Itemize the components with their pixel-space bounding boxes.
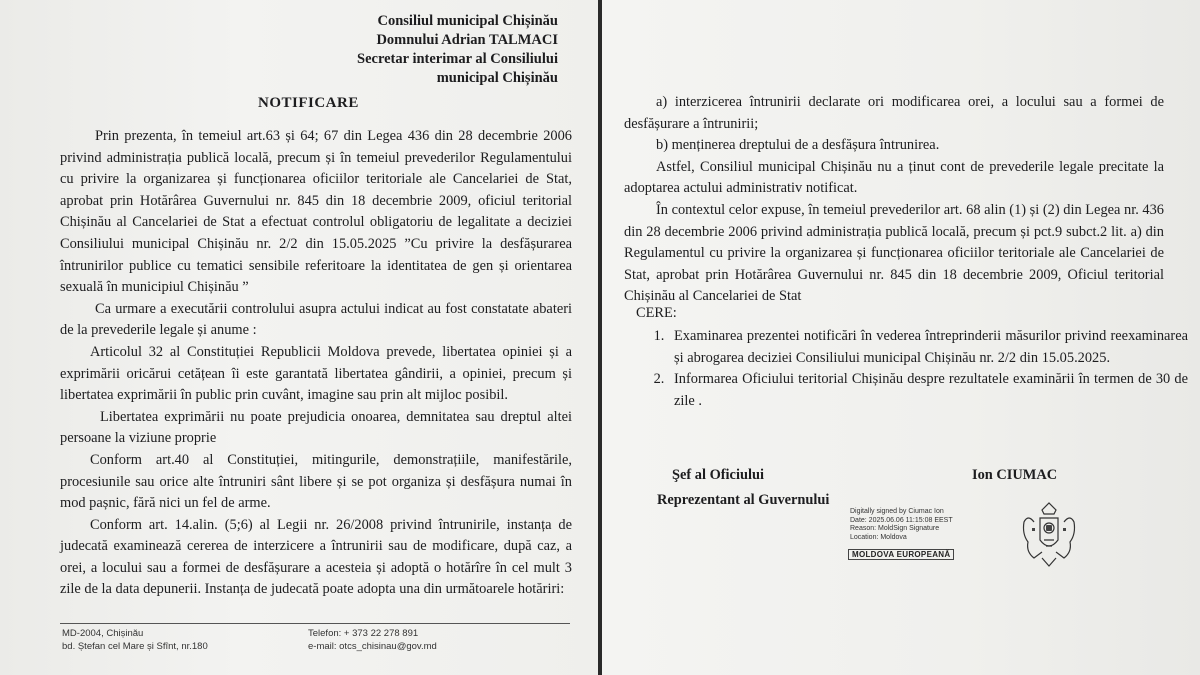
paragraph: Prin prezenta, în temeiul art.63 și 64; 67 din Legea 436 din 28 decembrie 2006 privind administrația publică locală, precum și în temeiul prevederilor Regulamentului cu privire la organizarea și funcționarea oficiilor teritoriale ale Cancelariei de Stat, aprobat prin Hotărârea Guvernului nr. 845 din 18 decembrie 2009, oficiul teritorial Chișinău al Cancelariei de Stat a efectuat controlul obligatoriu de legalitate a deciziei Consiliului municipal Chișinău nr. 2/2 din 15.05.2025 ”Cu privire la desfășurarea întrunirilor publice cu tematici sensibile referitoare la identitatea de gen și orientarea sexuală în municipiul Chișinău ” — [60, 128, 572, 296]
body-text — [60, 126, 572, 601]
request-list — [640, 326, 1188, 412]
paragraph: În contextul celor expuse, în temeiul prevederilor art. 68 alin (1) și (2) din Legea nr. 436 din 28 decembrie 2006 privind administrația publică locală, precum și pct.9 subct.2 lit. a) din Regulamentul cu privire la organizarea și funcționarea oficiilor teritoriale ale Cancelariei de Stat, aprobat prin Hotărârea Guvernului nr. 845 din 18 decembrie 2009, Oficiul teritorial Chișinău al Cancelariei de Stat — [624, 201, 1164, 305]
paragraph: Ca urmare a executării controlului asupra actului indicat au fost constatate abateri de la prevederile legale și anume : — [60, 300, 572, 339]
paragraph: Libertatea exprimării nu poate prejudicia onoarea, demnitatea sau dreptul altei persoane la viziune proprie — [60, 408, 572, 447]
paragraph: Conform art.40 al Constituției, mitingurile, demonstrațiile, manifestările, procesiunile sau orice alte întruniri sânt libere și se pot organiza și desfășura numai în mod pașnic, fără nici un fel de arme. — [60, 451, 572, 512]
footer-contact — [308, 627, 437, 653]
paragraph: Conform art. 14.alin. (5;6) al Legii nr. 26/2008 privind întrunirile, instanța de judecată examinează cererea de interzicere a întrunirii sau de modificare, după caz, a orei, a locului sau a formei de desfășurare a acesteia și adoptă o hotărîre în cel mult 3 zile de la data depunerii. Instanța de judecată poate adopta una din următoarele hotăriri: — [60, 516, 572, 598]
document-title: NOTIFICARE — [258, 95, 359, 111]
document-page-1 — [0, 0, 598, 675]
option-item: a) interzicerea întrunirii declarate ori modificarea orei, a locului sau a formei de desfășurare a întrunirii; — [624, 94, 1164, 132]
footer-divider — [60, 623, 570, 624]
recipient-line: municipal Chișinău — [436, 70, 558, 86]
digital-signature-line: Date: 2025.06.06 11:15:08 EEST — [850, 516, 953, 524]
recipient-line: Secretar interimar al Consiliului — [357, 51, 558, 67]
signatory-role: Şef al Oficiului — [672, 467, 764, 483]
document-page-2 — [602, 0, 1200, 675]
moldova-europeana-stamp: MOLDOVA EUROPEANĂ — [848, 549, 954, 560]
recipient-line: Consiliul municipal Chișinău — [377, 13, 558, 29]
footer-address-line: MD-2004, Chișinău — [62, 628, 144, 639]
digital-signature-block — [850, 508, 953, 542]
option-item: b) menținerea dreptului de a desfășura întrunirea. — [656, 137, 940, 154]
footer-address-line: bd. Ștefan cel Mare și Sfînt, nr.180 — [62, 641, 208, 652]
footer-phone: Telefon: + 373 22 278 891 — [308, 628, 419, 639]
recipient-block — [357, 12, 558, 88]
paragraph: Astfel, Consiliul municipal Chișinău nu a ținut cont de prevederile legale precitate la adoptarea actului administrativ notificat. — [624, 158, 1164, 197]
footer-address — [62, 627, 208, 653]
body-text — [624, 92, 1164, 308]
signatory-name: Ion CIUMAC — [972, 467, 1058, 483]
paragraph: Articolul 32 al Constituției Republicii Moldova prevede, libertatea opiniei și a exprimării oricărui cetățean îi este garantată libertatea gândirii, a opiniei, precum și libertatea exprimării în public prin cuvânt, imagine sau prin alt mijloc posibil. — [60, 343, 572, 404]
request-item: 1. Examinarea prezentei notificări în vederea întreprinderii măsurilor privind reexaminarea și abrogarea deciziei Consiliului municipal Chișinău nr. 2/2 din 15.05.2025. — [668, 326, 1188, 369]
signatory-role: Reprezentant al Guvernului — [657, 492, 830, 508]
cere-label: CERE: — [636, 305, 677, 321]
request-item: 2. Informarea Oficiului teritorial Chișinău despre rezultatele examinării în termen de 30 de zile . — [668, 369, 1188, 412]
digital-signature-line: Reason: MoldSign Signature — [850, 525, 940, 532]
coat-of-arms-icon — [1020, 500, 1078, 570]
digital-signature-line: Digitally signed by Ciumac Ion — [850, 508, 944, 515]
footer-email: e-mail: otcs_chisinau@gov.md — [308, 641, 437, 652]
recipient-line: Domnului Adrian TALMACI — [376, 32, 558, 48]
digital-signature-line: Location: Moldova — [850, 533, 907, 541]
